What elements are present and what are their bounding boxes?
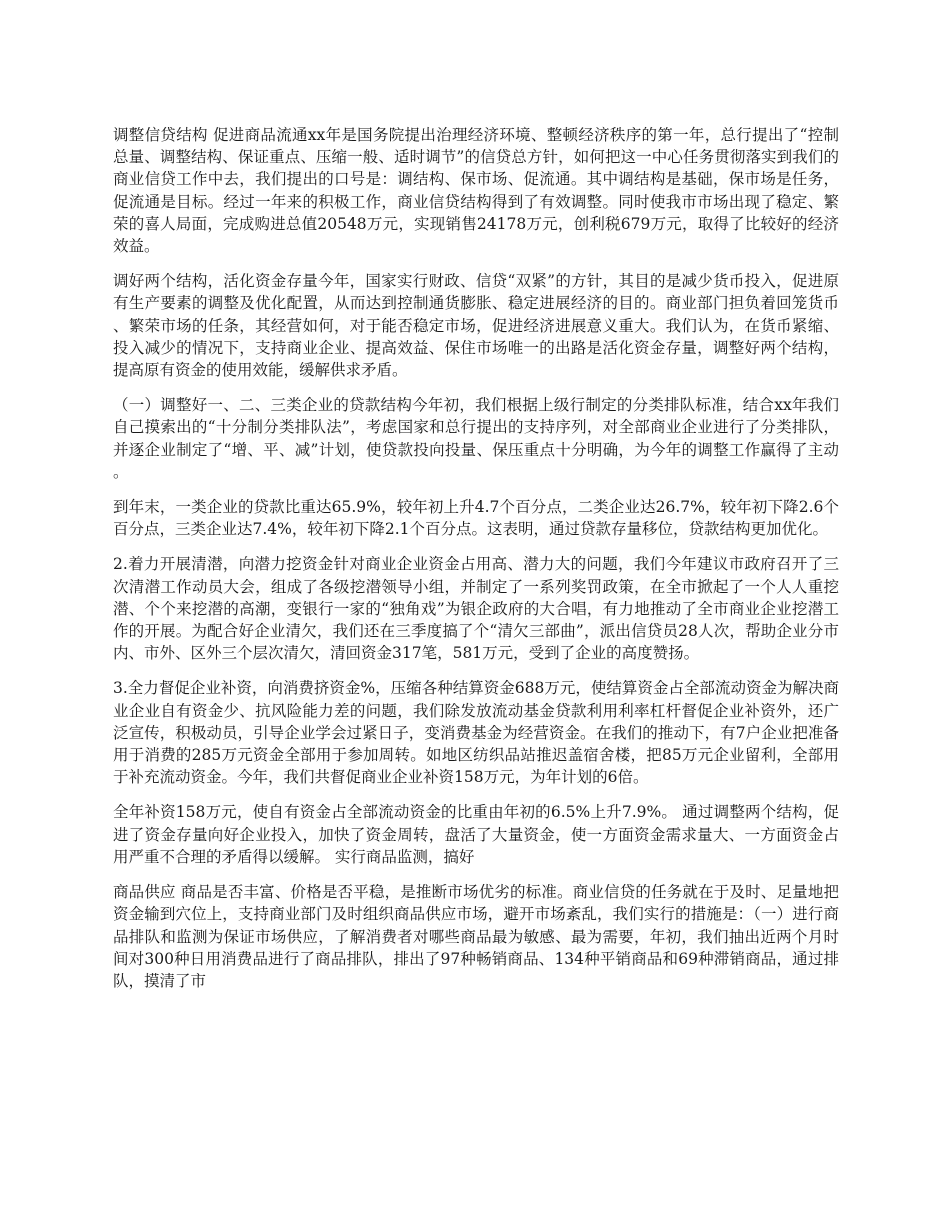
- paragraph-commodity-supply: 商品供应 商品是否丰富、价格是否平稳，是推断市场优劣的标准。商业信贷的任务就在于及时、足量地把资金输到穴位上，支持商业部门及时组织商品供应市场，避开市场紊乱，我们实行的措施是：（一）进行商品排队和监测为保证市场供应，了解消费者对哪些商品最为敏感、最为需要，年初，我们抽出近两个月时间对300种日用消费品进行了商品排队，排出了97种畅销商品、134种平销商品和69种滞销商品，通过排队，摸清了市: [113, 883, 839, 990]
- paragraph-potential-clearing: 2.着力开展清潜，向潜力挖资金针对商业企业资金占用高、潜力大的问题，我们今年建议市政府召开了三次清潜工作动员大会，组成了各级挖潜领导小组，并制定了一系列奖罚政策，在全市掀起了一个人人重挖潜、个个来挖潜的高潮，变银行一家的“独角戏”为银企政府的大合唱，有力地推动了全市商业企业挖潜工作的开展。为配合好企业清欠，我们还在三季度搞了个“清欠三部曲”，派出信贷员28人次，帮助企业分市内、市外、区外三个层次清欠，清回资金317笔，581万元，受到了企业的高度赞扬。: [113, 555, 839, 663]
- document-body: [113, 124, 839, 1005]
- paragraph-capital-supplement: 3.全力督促企业补资，向消费挤资金%，压缩各种结算资金688万元，使结算资金占全部流动资金为解决商业企业自有资金少、抗风险能力差的问题，我们除发放流动基金贷款利用利率杠杆督促企业补资外，还广泛宣传，积极动员，引导企业学会过紧日子，变消费基金为经营资金。在我们的推动下，有7户企业把准备用于消费的285万元资金全部用于参加周转。如地区纺织品站推迟盖宿舍楼，把85万元企业留利，全部用于补充流动资金。今年，我们共督促商业企业补资158万元，为年计划的6倍。: [113, 679, 839, 787]
- paragraph-year-end-ratios: 到年末，一类企业的贷款比重达65.9%，较年初上升4.7个百分点，二类企业达26.7%，较年初下降2.6个百分点，三类企业达7.4%，较年初下降2.1个百分点。这表明，通过贷款存量移位，贷款结构更加优化。: [113, 498, 839, 539]
- paragraph-two-structures: 调好两个结构，活化资金存量今年，国家实行财政、信贷“双紧”的方针，其目的是减少货币投入，促进原有生产要素的调整及优化配置，从而达到控制通货膨胀、稳定进展经济的目的。商业部门担负着回笼货币、繁荣市场的任条，其经营如何，对于能否稳定市场，促进经济进展意义重大。我们认为，在货币紧缩、投入减少的情况下，支持商业企业、提高效益、保住市场唯一的出路是活化资金存量，调整好两个结构，提高原有资金的使用效能，缓解供求矛盾。: [113, 272, 839, 380]
- paragraph-annual-supplement: 全年补资158万元，使自有资金占全部流动资金的比重由年初的6.5%上升7.9%。 通过调整两个结构，促进了资金存量向好企业投入，加快了资金周转，盘活了大量资金，使一方面资金需求量大、一方面资金占用严重不合理的矛盾得以缓解。 实行商品监测，搞好: [113, 803, 839, 866]
- paragraph-adjust-credit-structure: 调整信贷结构 促进商品流通xx年是国务院提出治理经济环境、整顿经济秩序的第一年，总行提出了“控制总量、调整结构、保证重点、压缩一般、适时调节”的信贷总方针，如何把这一中心任务贯彻落实到我们的商业信贷工作中去，我们提出的口号是：调结构、保市场、促流通。其中调结构是基础，保市场是任务，促流通是目标。经过一年来的积极工作，商业信贷结构得到了有效调整。同时使我市市场出现了稳定、繁荣的喜人局面，完成购进总值20548万元，实现销售24178万元，创利税679万元，取得了比较好的经济效益。: [113, 126, 839, 256]
- paragraph-enterprise-loan-structure: （一）调整好一、二、三类企业的贷款结构今年初，我们根据上级行制定的分类排队标准，结合xx年我们自己摸索出的“十分制分类排队法”，考虑国家和总行提出的支持序列，对全部商业企业进行了分类排队，并逐企业制定了“增、平、减”计划，使贷款投向投量、保压重点十分明确，为今年的调整工作赢得了主动。: [113, 396, 839, 481]
